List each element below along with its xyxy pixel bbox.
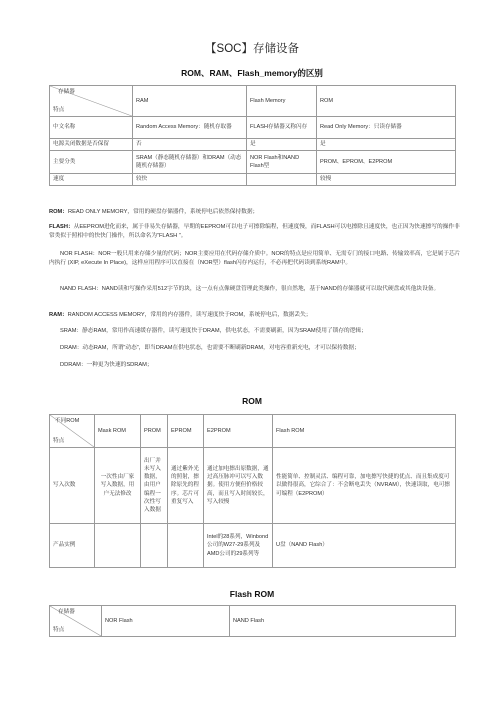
table-cell: 较慢 bbox=[317, 174, 456, 186]
column-header-flash-rom: Flash ROM bbox=[273, 415, 456, 448]
table-cell: 一次性由厂家写入数据，用户无法修改 bbox=[95, 448, 141, 524]
column-header-rom: ROM bbox=[317, 86, 456, 117]
rom-text: READ ONLY MEMORY，常用的硬盘存储器件，系统停电后依然保持数据； bbox=[67, 209, 259, 215]
column-header-e2prom: E2PROM bbox=[204, 415, 273, 448]
table-cell: 是 bbox=[247, 139, 317, 151]
flash-definition bbox=[49, 223, 463, 240]
ram-text: RANDOM ACCESS MEMORY，常用的内存器件，读写速度快于ROM，系统停电后，数据丢失； bbox=[67, 312, 312, 318]
column-header-ram: RAM bbox=[133, 86, 247, 117]
table-row bbox=[50, 448, 456, 524]
flash-text: 从EEPROM进化而来，属于非易失存储器，早期的EEPROM可以电子可擦除编程，但速度慢，而FLASH可以电擦除且速度快，也正因为快速擦写的操作非常类似于照相中的快快门操作，所以命名为“FLASH ”。 bbox=[49, 224, 460, 239]
column-header-nor-flash: NOR Flash bbox=[102, 606, 230, 637]
column-header-eprom: EPROM bbox=[168, 415, 204, 448]
table-cell bbox=[168, 524, 204, 568]
memory-comparison-table bbox=[49, 85, 456, 186]
section-title-rom: ROM bbox=[242, 396, 262, 406]
column-header-nand-flash: NAND Flash bbox=[230, 606, 456, 637]
table-cell: 较快 bbox=[133, 174, 247, 186]
ddram-paragraph: DDRAM：一种更为快速的SDRAM； bbox=[60, 362, 153, 368]
row-label: 主要分类 bbox=[50, 151, 133, 174]
rom-label: ROM： bbox=[49, 209, 68, 215]
nor-flash-paragraph: NOR FLASH：NOR一般只用来存储少量的代码；NOR主要应用在代码存储介质中。NOR的特点是应用简单、无需专门的接口电路、传输效率高，它是属于芯片内执行 (XIP, eXecute In Place)，这样应用程序可以直接在（NOR型）flash闪存内运行，不必再把代码读到系统RAM中。 bbox=[49, 251, 461, 266]
column-header-prom: PROM bbox=[141, 415, 168, 448]
table-cell: 通过加电擦出原数据，通过高压脉冲可以写入数据。使用方便但价格较高，而且写入时间较长，写入较慢 bbox=[204, 448, 273, 524]
rom-definition bbox=[49, 208, 463, 217]
corner-bottom-label: 特点 bbox=[53, 437, 65, 444]
table-cell bbox=[247, 174, 317, 186]
table-cell: 性能简单、控制灵活、编程可靠，加电擦写快捷的优点、而且集成度可以做得很高，它综合了：不会断电丢失（NVRAM），快速读取，电可擦可编程（E2PROM） bbox=[273, 448, 456, 524]
corner-top-label: 不同ROM bbox=[55, 418, 80, 424]
sram-paragraph: SRAM：静态RAM，常用作高速缓存器件，读写速度快于DRAM，供电状态，不需要刷新，因为SRAM使用了锁存的逻辑； bbox=[60, 328, 367, 334]
table-cell: FLASH存储器又称闪存 bbox=[247, 117, 317, 139]
table-row bbox=[50, 117, 456, 139]
table-cell: SRAM（静态随机存储器）和DRAM（动态随机存储器） bbox=[133, 151, 247, 174]
row-label: 电源关闭数据是否保留 bbox=[50, 139, 133, 151]
ram-definition bbox=[49, 311, 463, 320]
table-row bbox=[50, 151, 456, 174]
table-cell: 出厂并未写入数据，由用户编程一次性写入数据 bbox=[141, 448, 168, 524]
flash-comparison-table bbox=[49, 605, 456, 637]
row-label: 中文名称 bbox=[50, 117, 133, 139]
ram-label: RAM： bbox=[49, 312, 68, 318]
column-header-mask-rom: Mask ROM bbox=[95, 415, 141, 448]
table-row bbox=[50, 524, 456, 568]
table-row bbox=[50, 139, 456, 151]
corner-bottom-label: 特点 bbox=[53, 626, 65, 633]
column-header-flash: Flash Memory bbox=[247, 86, 317, 117]
table-cell: Random Access Memory：随机存取器 bbox=[133, 117, 247, 139]
document-title: 【SOC】存储设备 bbox=[205, 43, 299, 55]
corner-top-label: 存储器 bbox=[58, 89, 75, 95]
section-title-flash-rom: Flash ROM bbox=[229, 589, 275, 599]
flash-label: FLASH： bbox=[49, 224, 74, 230]
table-cell: NOR Flash和NAND Flash型 bbox=[247, 151, 317, 174]
row-label: 写入次数 bbox=[50, 448, 95, 524]
table-cell: 通过紫外光的照射，擦除原先的程序。芯片可重复写入 bbox=[168, 448, 204, 524]
table-cell: PROM、EPROM、E2PROM bbox=[317, 151, 456, 174]
rom-types-table bbox=[49, 414, 456, 568]
table-row bbox=[50, 174, 456, 186]
corner-top-label: 存储器 bbox=[58, 609, 75, 615]
table-corner-cell bbox=[50, 415, 95, 448]
row-label: 产品实例 bbox=[50, 524, 95, 568]
nand-flash-paragraph: NAND FLASH：NAND读和写操作采用512字节的块，这一点有点像硬盘管理此类操作，很自然地，基于NAND的存储器就可以取代硬盘或其他块设备。 bbox=[60, 286, 440, 292]
table-corner-cell bbox=[50, 86, 133, 117]
table-cell: Intel的28系列，Winbond公司的W27-29系列及AMD公司的29系列等 bbox=[204, 524, 273, 568]
table-cell: 是 bbox=[317, 139, 456, 151]
dram-paragraph: DRAM：动态RAM，所谓“动态”，即当DRAM在供电状态，也需要不断刷新DRAM，对电容重新充电，才可以保持数据； bbox=[60, 345, 360, 351]
table-cell: 否 bbox=[133, 139, 247, 151]
section-title-memory-comparison: ROM、RAM、Flash_memory的区别 bbox=[181, 68, 323, 78]
table-cell bbox=[141, 524, 168, 568]
table-corner-cell bbox=[50, 606, 102, 637]
table-cell: U盘（NAND Flash） bbox=[273, 524, 456, 568]
table-cell bbox=[95, 524, 141, 568]
row-label: 速度 bbox=[50, 174, 133, 186]
corner-bottom-label: 特点 bbox=[53, 106, 65, 113]
table-cell: Read Only Memory：只读存储器 bbox=[317, 117, 456, 139]
